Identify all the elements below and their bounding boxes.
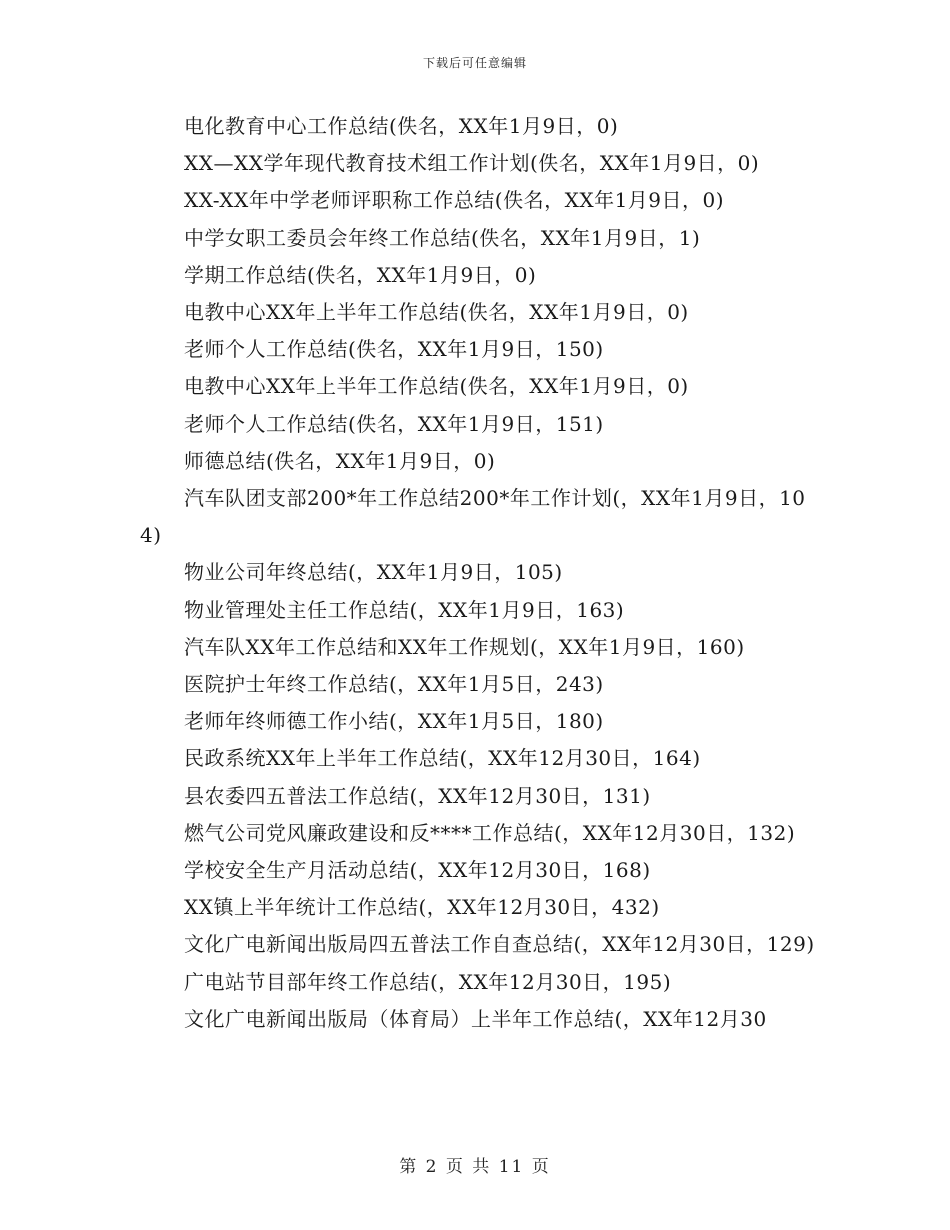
list-item: 电教中心XX年上半年工作总结(佚名，XX年1月9日，0) bbox=[184, 374, 689, 399]
list-item: 汽车队XX年工作总结和XX年工作规划(，XX年1月9日，160) bbox=[184, 634, 745, 659]
list-item: XX-XX年中学老师评职称工作总结(佚名，XX年1月9日，0) bbox=[184, 188, 725, 213]
list-item: 学期工作总结(佚名，XX年1月9日，0) bbox=[184, 262, 537, 287]
list-item: 医院护士年终工作总结(，XX年1月5日，243) bbox=[184, 672, 604, 697]
list-item: XX—XX学年现代教育技术组工作计划(佚名，XX年1月9日，0) bbox=[184, 151, 760, 176]
page-header: 下载后可任意编辑 bbox=[422, 56, 527, 70]
list-item: 民政系统XX年上半年工作总结(，XX年12月30日，164) bbox=[184, 746, 701, 771]
list-item: 老师个人工作总结(佚名，XX年1月9日，150) bbox=[184, 337, 604, 362]
list-item: 师德总结(佚名，XX年1月9日，0) bbox=[184, 448, 496, 473]
list-item: 中学女职工委员会年终工作总结(佚名，XX年1月9日，1) bbox=[184, 225, 701, 250]
list-item: 物业公司年终总结(，XX年1月9日，105) bbox=[184, 560, 563, 585]
list-item: XX镇上半年统计工作总结(，XX年12月30日，432) bbox=[184, 895, 660, 920]
list-item: 物业管理处主任工作总结(，XX年1月9日，163) bbox=[184, 597, 625, 622]
list-item: 汽车队团支部200*年工作总结200*年工作计划(，XX年1月9日，104) bbox=[140, 486, 806, 548]
list-item: 电教中心XX年上半年工作总结(佚名，XX年1月9日，0) bbox=[184, 300, 689, 325]
list-item: 县农委四五普法工作总结(，XX年12月30日，131) bbox=[184, 783, 651, 808]
list-item: 燃气公司党风廉政建设和反****工作总结(，XX年12月30日，132) bbox=[184, 820, 796, 845]
entry-list bbox=[140, 108, 820, 1038]
list-item: 老师个人工作总结(佚名，XX年1月9日，151) bbox=[184, 411, 604, 436]
list-item: 电化教育中心工作总结(佚名，XX年1月9日，0) bbox=[184, 114, 619, 138]
page-footer: 第 2 页 共 11 页 bbox=[399, 1157, 551, 1177]
list-item: 广电站节目部年终工作总结(，XX年12月30日，195) bbox=[184, 969, 672, 994]
list-item: 文化广电新闻出版局（体育局）上半年工作总结(，XX年12月30 bbox=[184, 1006, 767, 1031]
list-item: 学校安全生产月活动总结(，XX年12月30日，168) bbox=[184, 858, 651, 883]
list-item: 老师年终师德工作小结(，XX年1月5日，180) bbox=[184, 709, 604, 734]
list-item: 文化广电新闻出版局四五普法工作自查总结(，XX年12月30日，129) bbox=[184, 932, 815, 957]
